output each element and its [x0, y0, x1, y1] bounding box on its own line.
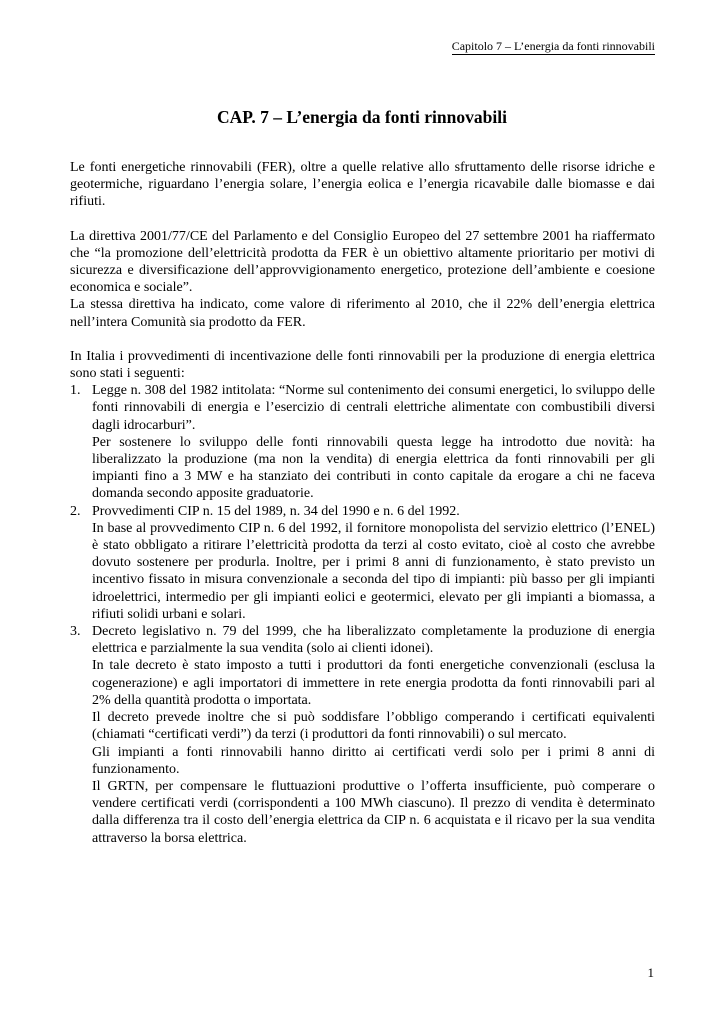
paragraph-spacer	[70, 211, 655, 228]
page-number: 1	[647, 965, 654, 980]
list-item-number: 3.	[70, 624, 81, 640]
list-item-text: Il decreto prevede inoltre che si può soddisfare l’obbligo comperando i certificati equivalenti (chiamati “certificati verdi”) da terzi (i produttori da fonti rinnovabili) o sul mercato.	[92, 710, 655, 743]
list-item-text: In tale decreto è stato imposto a tutti i produttori da fonti energetiche convenzionali (esclusa la cogenerazione) e agli importatori di immettere in rete energia prodotta da fonti rinnovabili pari al 2% della quantità prodotta o importata.	[92, 658, 655, 708]
list-item-text: In base al provvedimento CIP n. 6 del 1992, il fornitore monopolista del servizio elettrico (l’ENEL) è stato obbligato a ritirare l’elettricità prodotta da terzi al costo evitato, cioè al costo che avrebbe dovuto sostenere per produrla. Inoltre, per i primi 8 anni di funzionamento, è stato previsto un incentivo fissato in misura convenzionale a seconda del tipo di impianti: più basso per gli impianti idroelettrici, intermedio per gli impianti eolici e geotermici, elevato per gli impianti a biomassa, a rifiuti solidi urbani e solari.	[92, 520, 655, 622]
list-item-text: Per sostenere lo sviluppo delle fonti rinnovabili questa legge ha introdotto due novità: ha liberalizzato la produzione (ma non la vendita) di energia elettrica da fonti rinnovabili per gli impianti fino a 3 MW e ha stanziato dei contributi in conto capitale da erogare a chi ne faceva domanda secondo apposite graduatorie.	[92, 434, 655, 502]
running-header: Capitolo 7 – L’energia da fonti rinnovabili	[451, 39, 655, 53]
list-item-number: 2.	[70, 503, 81, 519]
list-item	[70, 503, 655, 623]
list-item	[70, 382, 655, 502]
paragraph-directive: La direttiva 2001/77/CE del Parlamento e del Consiglio Europeo del 27 settembre 2001 ha riaffermato che “la promozione dell’elettricità prodotta da FER è un obiettivo altamente prioritario per motivi di sicurezza e diversificazione dell’approvvigionamento energetico, protezione dell’ambiente e coesione economica e sociale”.	[70, 228, 655, 296]
list-item-text: Il GRTN, per compensare le fluttuazioni produttive o l’offerta insufficiente, può comperare o vendere certificati verdi (corrispondenti a 100 MWh ciascuno). Il prezzo di vendita è determinato dalla differenza tra il costo dell’energia elettrica da CIP n. 6 acquistata e il ricavo per la sua vendita attraverso la borsa elettrica.	[92, 778, 655, 846]
list-item-text: Decreto legislativo n. 79 del 1999, che ha liberalizzato completamente la produzione di energia elettrica e parzialmente la sua vendita (solo ai clienti idonei).	[92, 624, 655, 657]
chapter-title: CAP. 7 – L’energia da fonti rinnovabili	[217, 107, 507, 127]
list-item	[70, 623, 655, 847]
list-item-text: Provvedimenti CIP n. 15 del 1989, n. 34 del 1990 e n. 6 del 1992.	[92, 503, 460, 519]
paragraph-directive-target: La stessa direttiva ha indicato, come valore di riferimento al 2010, che il 22% dell’energia elettrica nell’intera Comunità sia prodotto da FER.	[70, 297, 655, 330]
document-body	[70, 159, 655, 847]
incentive-list	[70, 382, 655, 846]
list-item-text: Legge n. 308 del 1982 intitolata: “Norme sul contenimento dei consumi energetici, lo sviluppo delle fonti rinnovabili di energia e l’esercizio di centrali elettriche alimentate con combustibili diversi dagli idrocarburi”.	[92, 383, 655, 433]
paragraph-intro: Le fonti energetiche rinnovabili (FER), oltre a quelle relative allo sfruttamento delle risorse idriche e geotermiche, riguardano l’energia solare, l’energia eolica e l’energia ricavabile dalle biomasse e dai rifiuti.	[70, 160, 655, 210]
paragraph-spacer	[70, 331, 655, 348]
list-item-number: 1.	[70, 383, 81, 399]
paragraph-italy-intro: In Italia i provvedimenti di incentivazione delle fonti rinnovabili per la produzione di energia elettrica sono stati i seguenti:	[70, 348, 655, 382]
list-item-text: Gli impianti a fonti rinnovabili hanno diritto ai certificati verdi solo per i primi 8 anni di funzionamento.	[92, 744, 655, 777]
